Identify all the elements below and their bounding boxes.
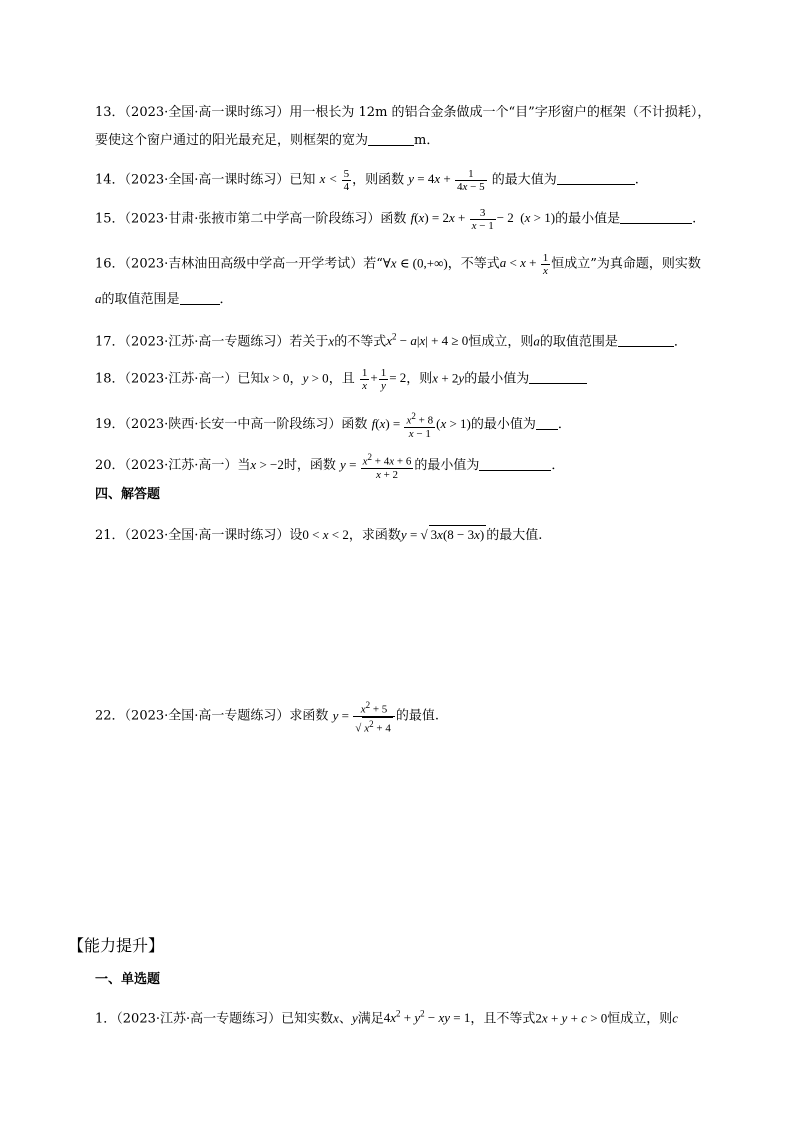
answer-blank [620,209,692,224]
math-function: y = 4x + $\frac{1}{4x - 5}$ [408,168,485,193]
math-function: f(x) = 2x + $\frac{3}{x - 1}$ − 2 (x > 1) [410,207,556,232]
math-variable: c [672,1010,679,1026]
question-text: 的取值范围是 [101,292,180,307]
question-text: ，不等式 [447,256,500,272]
question-source: （2023·全国·高一课时练习） [124,528,290,543]
answer-blank [180,290,220,305]
section-heading-single-choice: 一、单选题 [95,972,161,987]
question-source: （2023·江苏·高一专题练习） [116,1011,282,1027]
question-16-line-1 [95,252,701,277]
math-condition: x > 0 [263,370,290,386]
question-14 [95,168,639,193]
question-source: （2023·江苏·高一） [124,371,238,387]
question-text: 的不等式 [334,334,387,350]
end-mark: ． [673,334,687,350]
question-number: 13． [95,105,125,120]
math-variable: a [95,291,102,306]
end-mark: ． [557,416,571,432]
question-19 [95,410,571,440]
question-text: 要使这个窗户通过的阳光最充足，则框架的宽为 [95,133,369,148]
question-number: 1． [95,1011,117,1027]
math-condition: 0 < x < 2 [302,527,349,542]
question-13-line-2 [95,131,439,150]
question-text: 已知 [289,172,316,188]
math-variable: a [533,333,540,349]
question-text: 恒成立”为真命题，则实数 [551,256,701,272]
question-text: 已知 [237,371,264,387]
question-text: ， [289,371,303,387]
question-source: （2023·江苏·高一） [124,457,238,473]
answer-blank [368,131,414,146]
math-function: y = $\frac{x^2 + 5}{√ x^2 + 4}$ [333,708,396,723]
question-text: 若关于 [289,334,329,350]
math-condition: y > 0 [302,370,329,386]
question-source: （2023·全国·高一课时练习） [124,105,290,120]
math-function: y = $\frac{x^2 + 4x + 6}{x + 2}$ [340,452,412,481]
question-source: （2023·全国·高一专题练习） [124,708,290,724]
math-variables: x、y [333,1010,358,1026]
question-13-line-1 [95,104,710,122]
math-equation: $4x^2 + y^2$ − xy = 1 [383,1009,471,1026]
math-inequality: 2x + y + c > 0 [535,1010,608,1026]
question-20 [95,451,564,481]
question-text: 的最大值. [486,528,543,543]
question-22 [95,699,439,734]
math-function: f(x) = $\frac{x^2 + 8}{x - 1}$ (x > 1) [371,411,471,440]
question-text: ，且不等式 [470,1011,536,1027]
question-source: （2023·甘肃·张掖市第二中学高一阶段练习） [124,211,381,227]
end-mark: . [634,172,639,188]
question-source: （2023·吉林油田高级中学高一开学考试） [124,256,364,272]
question-text: 函数 [380,211,407,227]
math-expression: x + 2y [432,370,465,386]
section-heading-answers: 四、解答题 [95,487,161,502]
end-mark: ． [219,292,233,307]
answer-blank [557,170,635,185]
question-number: 22． [95,708,125,724]
math-condition: x < $\frac{5}{4}$ [319,168,350,193]
question-text: 恒成立，则 [607,1011,673,1027]
question-17 [95,328,687,351]
question-number: 17． [95,334,125,350]
math-variable: x [328,333,335,349]
question-text: ，求函数 [348,528,401,543]
question-number: 14． [95,172,125,188]
question-text: 的最值. [395,708,439,724]
question-text: 用一根长为 12m 的铝合金条做成一个“目”字形窗户的框架（不计损耗）， [289,105,711,120]
question-text: 的最小值为 [464,371,530,387]
question-number: 21． [95,528,125,543]
question-text: ，则 [406,371,433,387]
math-inequality: a < x + $\frac{1}{x}$ [499,252,549,277]
question-text: 设 [289,528,303,543]
answer-blank [618,332,674,347]
question-number: 19． [95,416,125,432]
ability-section-title: 【能力提升】 [68,936,165,955]
question-text: 若“ [363,256,383,272]
math-inequality: $x^2 - a|x| + 4 \ge 0$ [386,332,469,349]
question-text: 已知实数 [281,1011,334,1027]
answer-blank [536,415,558,430]
math-quantifier: ∀x ∈ (0,+∞) [382,255,448,271]
question-number: 20． [95,457,125,473]
question-text: 的最大值为 [491,172,557,188]
question-number: 18． [95,371,125,387]
question-text: 的最小值为 [414,457,480,473]
question-21 [95,525,542,545]
question-text: 的取值范围是 [539,334,618,350]
question-number: 16． [95,256,125,272]
unit-text: m． [414,133,440,148]
question-text: 时，函数 [283,457,336,473]
question-text: ，则函数 [352,172,405,188]
question-text: 恒成立，则 [468,334,534,350]
question-text: 的最小值是 [555,211,621,227]
question-15 [95,207,696,232]
math-function: y = √ 3x(8 − 3x) [400,527,485,542]
question-text: 函数 [341,416,368,432]
question-text: 求函数 [289,708,329,724]
answer-blank [529,369,587,384]
question-number: 15． [95,211,125,227]
question-source: （2023·江苏·高一专题练习） [124,334,290,350]
question-source: （2023·全国·高一课时练习） [124,172,290,188]
end-mark: ． [551,457,565,473]
math-equation: $\frac{1}{x}$ + $\frac{1}{y}$ = 2 [361,367,407,392]
math-condition: x > −2 [250,456,284,472]
question-text: ，且 [328,371,355,387]
end-mark: . [692,211,697,227]
question-18 [95,367,587,392]
question-source: （2023·陕西·长安一中高一阶段练习） [124,416,342,432]
question-text: 当 [237,457,251,473]
question-text: 的最小值为 [470,416,536,432]
question-text: 满足 [357,1011,384,1027]
question-1 [95,1005,678,1028]
question-16-line-2 [95,290,233,309]
answer-blank [479,456,551,471]
